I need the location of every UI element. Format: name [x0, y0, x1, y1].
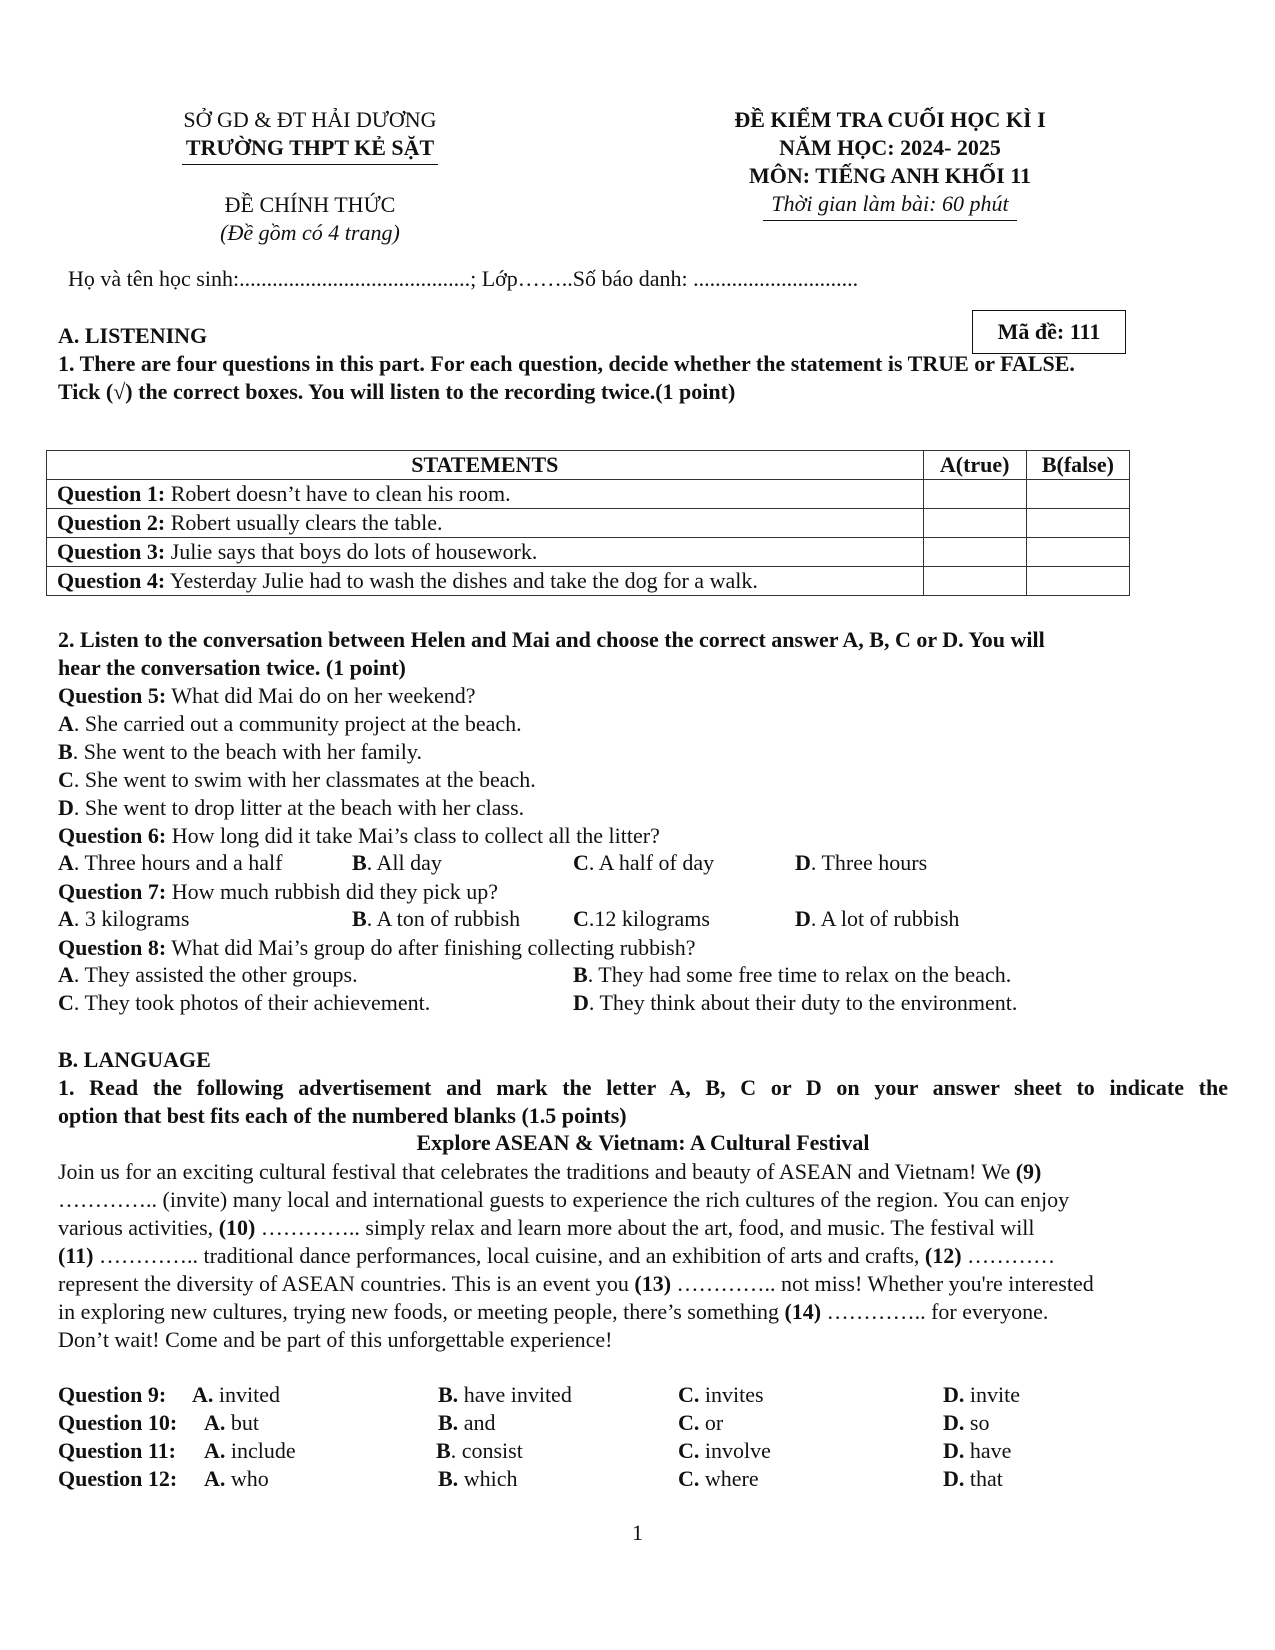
part2-instruction-line1: 2. Listen to the conversation between Helen and Mai and choose the correct answer A, B, C or D. You will: [58, 627, 1045, 652]
true-header: A(true): [923, 451, 1026, 480]
student-info-line: Họ và tên học sinh:..........................................; Lớp……..Số báo danh: ..............................: [68, 266, 859, 291]
option-8b[interactable]: B. They had some free time to relax on the beach.: [573, 962, 1012, 987]
exam-code-box: Mã đề: 111: [972, 310, 1126, 354]
ad-line-1: Join us for an exciting cultural festival that celebrates the traditions and beauty of ASEAN and Vietnam! We (9): [58, 1159, 1042, 1184]
statement-text: Julie says that boys do lots of housework.: [165, 539, 538, 564]
option-5a[interactable]: A. She carried out a community project at the beach.: [58, 711, 522, 736]
question-label: Question 7:: [58, 879, 167, 904]
option-8a[interactable]: A. They assisted the other groups.: [58, 962, 358, 987]
option-11b[interactable]: B. consist: [436, 1438, 523, 1463]
header-right: [680, 106, 1100, 221]
ad-line-4: (11) ………….. traditional dance performances, local cuisine, and an exhibition of arts and crafts, (12) …………: [58, 1243, 1056, 1268]
part2-instruction-line2: hear the conversation twice. (1 point): [58, 655, 406, 680]
ad-line-5: represent the diversity of ASEAN countries. This is an event you (13) ………….. not miss! Whether you're interested: [58, 1271, 1094, 1296]
part1-instruction-line2: Tick (√) the correct boxes. You will listen to the recording twice.(1 point): [58, 379, 736, 404]
question-label: Question 1:: [57, 481, 166, 506]
statement-text: Robert usually clears the table.: [165, 510, 443, 535]
part-b1-instruction-line2: option that best fits each of the numbered blanks (1.5 points): [58, 1103, 627, 1128]
advertisement-title: Explore ASEAN & Vietnam: A Cultural Festival: [416, 1130, 870, 1155]
question-label: Question 2:: [57, 510, 166, 535]
option-7b[interactable]: B. A ton of rubbish: [352, 906, 521, 931]
false-header: B(false): [1026, 451, 1129, 480]
option-10a[interactable]: A. but: [204, 1410, 260, 1435]
true-checkbox-cell[interactable]: [923, 567, 1026, 596]
option-5d[interactable]: D. She went to drop litter at the beach with her class.: [58, 795, 525, 820]
question-7: [58, 878, 498, 906]
statements-header: STATEMENTS: [47, 451, 924, 480]
question-label: Question 8:: [58, 935, 167, 960]
section-a-title: A. LISTENING: [58, 323, 208, 348]
question-6: [58, 822, 660, 850]
option-12d[interactable]: D. that: [943, 1466, 1003, 1491]
question-label: Question 4:: [57, 568, 166, 593]
true-checkbox-cell[interactable]: [923, 538, 1026, 567]
question-5: [58, 682, 476, 710]
option-7d[interactable]: D. A lot of rubbish: [795, 906, 960, 931]
question-text: How long did it take Mai’s class to collect all the litter?: [166, 823, 660, 848]
statements-table: [46, 450, 1130, 596]
option-5b[interactable]: B. She went to the beach with her family.: [58, 739, 422, 764]
false-checkbox-cell[interactable]: [1026, 480, 1129, 509]
option-6d[interactable]: D. Three hours: [795, 850, 928, 875]
table-row: [47, 509, 1130, 538]
option-8c[interactable]: C. They took photos of their achievement.: [58, 990, 431, 1015]
option-7a[interactable]: A. 3 kilograms: [58, 906, 190, 931]
option-12c[interactable]: C. where: [678, 1466, 759, 1491]
ad-line-7: Don’t wait! Come and be part of this unforgettable experience!: [58, 1327, 613, 1352]
exam-title: ĐỀ KIỂM TRA CUỐI HỌC KÌ I: [734, 107, 1046, 132]
statement-text: Yesterday Julie had to wash the dishes and take the dog for a walk.: [165, 568, 758, 593]
option-11a[interactable]: A. include: [204, 1438, 296, 1463]
option-9d[interactable]: D. invite: [943, 1382, 1020, 1407]
official-label: ĐỀ CHÍNH THỨC: [224, 192, 396, 217]
option-12b[interactable]: B. which: [438, 1466, 518, 1491]
option-10c[interactable]: C. or: [678, 1410, 724, 1435]
false-checkbox-cell[interactable]: [1026, 509, 1129, 538]
table-row: [47, 538, 1130, 567]
option-10b[interactable]: B. and: [438, 1410, 496, 1435]
option-6c[interactable]: C. A half of day: [573, 850, 715, 875]
question-11-label: Question 11:: [58, 1438, 176, 1463]
option-6a[interactable]: A. Three hours and a half: [58, 850, 283, 875]
page-number: 1: [632, 1520, 643, 1545]
ad-line-2: ………….. (invite) many local and international guests to experience the rich cultures of the region. You can enjoy: [58, 1187, 1070, 1212]
question-text: How much rubbish did they pick up?: [166, 879, 498, 904]
option-9c[interactable]: C. invites: [678, 1382, 764, 1407]
question-label: Question 5:: [58, 683, 167, 708]
section-b-title: B. LANGUAGE: [58, 1047, 211, 1072]
department-name: SỞ GD & ĐT HẢI DƯƠNG: [183, 107, 437, 132]
table-row: [47, 567, 1130, 596]
option-11c[interactable]: C. involve: [678, 1438, 771, 1463]
ad-line-3: various activities, (10) ………….. simply relax and learn more about the art, food, and music. The festival will: [58, 1215, 1035, 1240]
statement-text: Robert doesn’t have to clean his room.: [165, 481, 511, 506]
question-12-label: Question 12:: [58, 1466, 178, 1491]
option-11d[interactable]: D. have: [943, 1438, 1012, 1463]
option-8d[interactable]: D. They think about their duty to the environment.: [573, 990, 1018, 1015]
page-count-note: (Đề gồm có 4 trang): [220, 220, 400, 245]
table-row: [47, 480, 1130, 509]
part-b1-instruction-line1: 1. Read the following advertisement and mark the letter A, B, C or D on your answer sheet to indicate the: [58, 1075, 1228, 1100]
part1-instruction-line1: 1. There are four questions in this part. For each question, decide whether the statement is TRUE or FALSE.: [58, 351, 1075, 376]
option-6b[interactable]: B. All day: [352, 850, 442, 875]
option-12a[interactable]: A. who: [204, 1466, 269, 1491]
true-checkbox-cell[interactable]: [923, 509, 1026, 538]
question-label: Question 6:: [58, 823, 167, 848]
option-9b[interactable]: B. have invited: [438, 1382, 572, 1407]
subject-title: MÔN: TIẾNG ANH KHỐI 11: [749, 163, 1031, 188]
ad-line-6: in exploring new cultures, trying new foods, or meeting people, there’s something (14) ………….. for everyone.: [58, 1299, 1049, 1324]
header-left: [110, 106, 510, 247]
false-checkbox-cell[interactable]: [1026, 567, 1129, 596]
question-text: What did Mai’s group do after finishing collecting rubbish?: [166, 935, 696, 960]
school-name: TRƯỜNG THPT KẺ SẶT: [182, 134, 438, 165]
question-text: What did Mai do on her weekend?: [166, 683, 476, 708]
school-year: NĂM HỌC: 2024- 2025: [779, 135, 1001, 160]
option-10d[interactable]: D. so: [943, 1410, 990, 1435]
question-9-label: Question 9:: [58, 1382, 167, 1407]
question-8: [58, 934, 696, 962]
option-7c[interactable]: C.12 kilograms: [573, 906, 710, 931]
option-9a[interactable]: A. invited: [192, 1382, 280, 1407]
question-10-label: Question 10:: [58, 1410, 178, 1435]
option-5c[interactable]: C. She went to swim with her classmates at the beach.: [58, 767, 536, 792]
exam-duration: Thời gian làm bài: 60 phút: [763, 190, 1016, 221]
false-checkbox-cell[interactable]: [1026, 538, 1129, 567]
question-label: Question 3:: [57, 539, 166, 564]
true-checkbox-cell[interactable]: [923, 480, 1026, 509]
